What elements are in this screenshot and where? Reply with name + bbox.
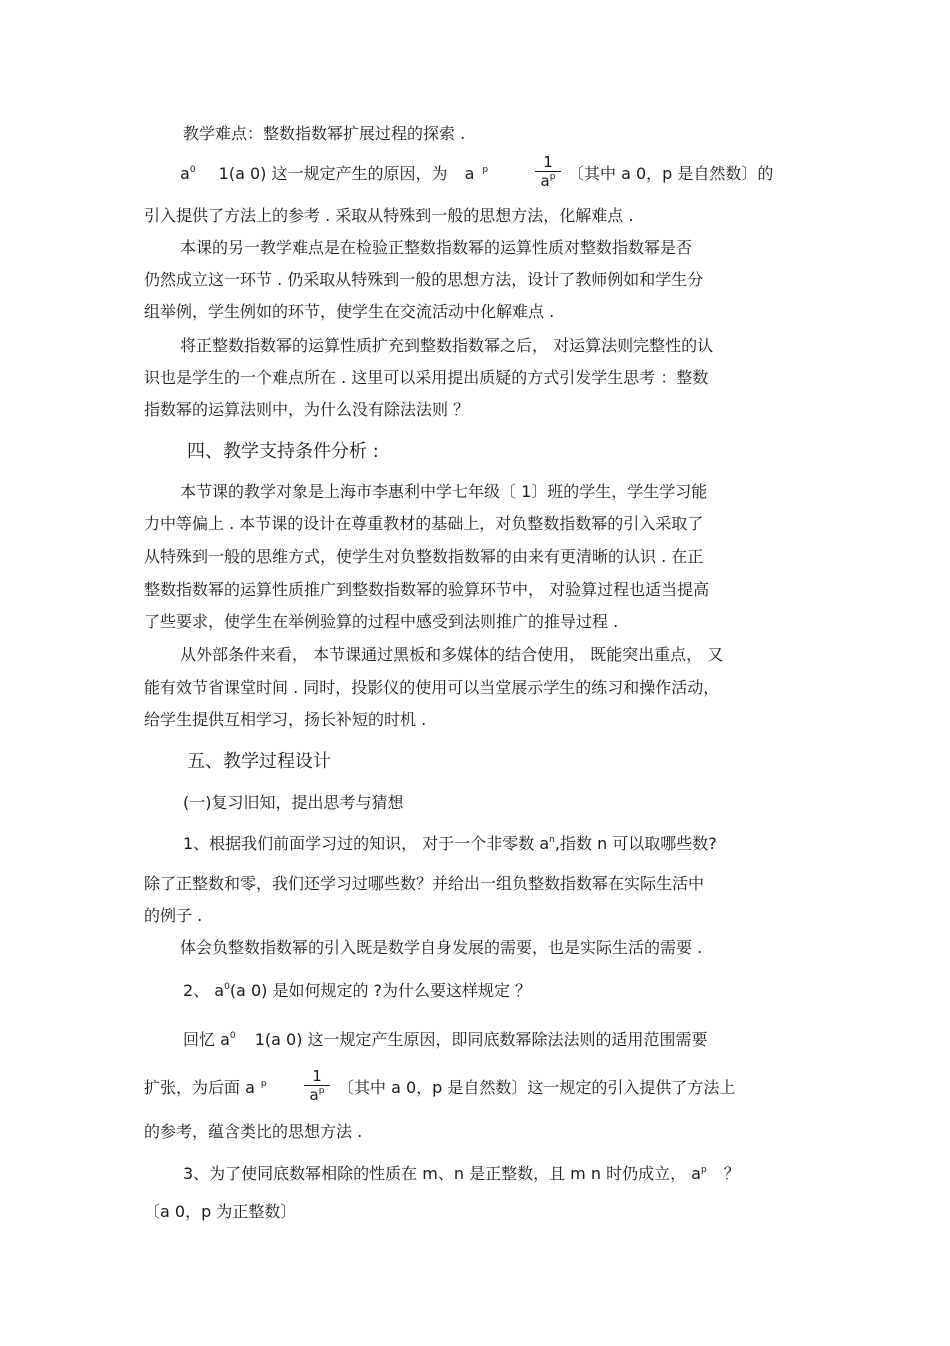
recall-line: 回忆 $a^0$ 1(a 0) 这一规定产生原因，即同底数幂除法法则的适用范围需要 xyxy=(183,1030,708,1049)
fraction-1-over-a-p: 1 $a^p$ xyxy=(535,154,561,189)
subsection-1: (一)复习旧知，提出思考与猜想 xyxy=(183,793,404,812)
paragraph-4-line-3: 从特殊到一般的思维方式，使学生对负整数指数幂的由来有更清晰的认识 . 在正 xyxy=(144,547,704,566)
question-3-line-2: 〔a 0，p 为正整数〕 xyxy=(144,1202,297,1221)
paragraph-3-line-3: 指数幂的运算法则中，为什么没有除法法则 ？ xyxy=(144,400,470,419)
paragraph-4-line-4: 整数指数幂的运算性质推广到整数指数幂的验算环节中， 对验算过程也适当提高 xyxy=(144,580,710,599)
paragraph-5-line-3: 给学生提供互相学习，扬长补短的时机 . xyxy=(144,710,427,729)
paragraph-1-line-2: 引入提供了方法上的参考 . 采取从特殊到一般的思想方法，化解难点 . xyxy=(144,206,634,225)
paragraph-4-line-2: 力中等偏上 . 本节课的设计在尊重教材的基础上，对负整数指数幂的引入采取了 xyxy=(144,514,704,533)
question-3-line-1: 3、为了使同底数幂相除的性质在 m、n 是正整数，且 m n 时仍成立， $a^p$ ？ xyxy=(183,1164,740,1183)
paragraph-5-line-2: 能有效节省课堂时间 . 同时，投影仪的使用可以当堂展示学生的练习和操作活动， xyxy=(144,678,720,697)
paragraph-2-line-3: 组举例，学生例如的环节，使学生在交流活动中化解难点 . xyxy=(144,302,555,321)
expand-line-1: 扩张，为后面 a $^p$ xyxy=(144,1078,267,1097)
formula-line-1: $a^0$ 1(a 0) 这一规定产生的原因，为 a $^p$ xyxy=(180,164,489,183)
fraction-1-over-a-p-2: 1 $a^p$ xyxy=(304,1068,330,1103)
paragraph-3-line-2: 识也是学生的一个难点所在 . 这里可以采用提出质疑的方式引发学生思考 ：整数 xyxy=(144,368,709,387)
question-1-line-4: 体会负整数指数幂的引入既是数学自身发展的需要，也是实际生活的需要 . xyxy=(180,938,703,957)
section-heading-5: 五、教学过程设计 xyxy=(187,751,331,772)
question-1-line-3: 的例子 . xyxy=(144,906,203,925)
paragraph-3-line-1: 将正整数指数幂的运算性质扩充到整数指数幂之后， 对运算法则完整性的认 xyxy=(180,336,714,355)
question-1-line-2: 除了正整数和零，我们还学习过哪些数？并给出一组负整数指数幂在实际生活中 xyxy=(144,874,705,893)
question-2: 2、 $a^0(a$ 0) 是如何规定的 ?为什么要这样规定 ？ xyxy=(183,981,532,1000)
expand-line-1-tail: 〔其中 a 0，p 是自然数〕这一规定的引入提供了方法上 xyxy=(338,1078,736,1097)
paragraph-4-line-1: 本节课的教学对象是上海市李惠利中学七年级〔 1〕班的学生，学生学习能 xyxy=(180,482,708,501)
section-heading-4: 四、教学支持条件分析 : xyxy=(187,441,379,462)
difficulty-intro: 教学难点：整数指数幂扩展过程的探索 . xyxy=(183,124,466,143)
paragraph-2-line-2: 仍然成立这一环节 . 仍采取从特殊到一般的思想方法，设计了教师例如和学生分 xyxy=(144,270,704,289)
paragraph-5-line-1: 从外部条件来看， 本节课通过黑板和多媒体的结合使用， 既能突出重点， 又 xyxy=(180,645,724,664)
expand-line-2: 的参考，蕴含类比的思想方法 . xyxy=(144,1122,363,1141)
paragraph-2-line-1: 本课的另一教学难点是在检验正整数指数幂的运算性质对整数指数幂是否 xyxy=(180,238,693,257)
paragraph-4-line-5: 了些要求，使学生在举例验算的过程中感受到法则推广的推导过程 . xyxy=(144,612,619,631)
formula-line-1-tail: 〔其中 a 0，p 是自然数〕的 xyxy=(568,164,774,183)
question-1-line-1: 1、根据我们前面学习过的知识， 对于一个非零数 $a^n$,指数 n 可以取哪些数? xyxy=(183,834,717,853)
